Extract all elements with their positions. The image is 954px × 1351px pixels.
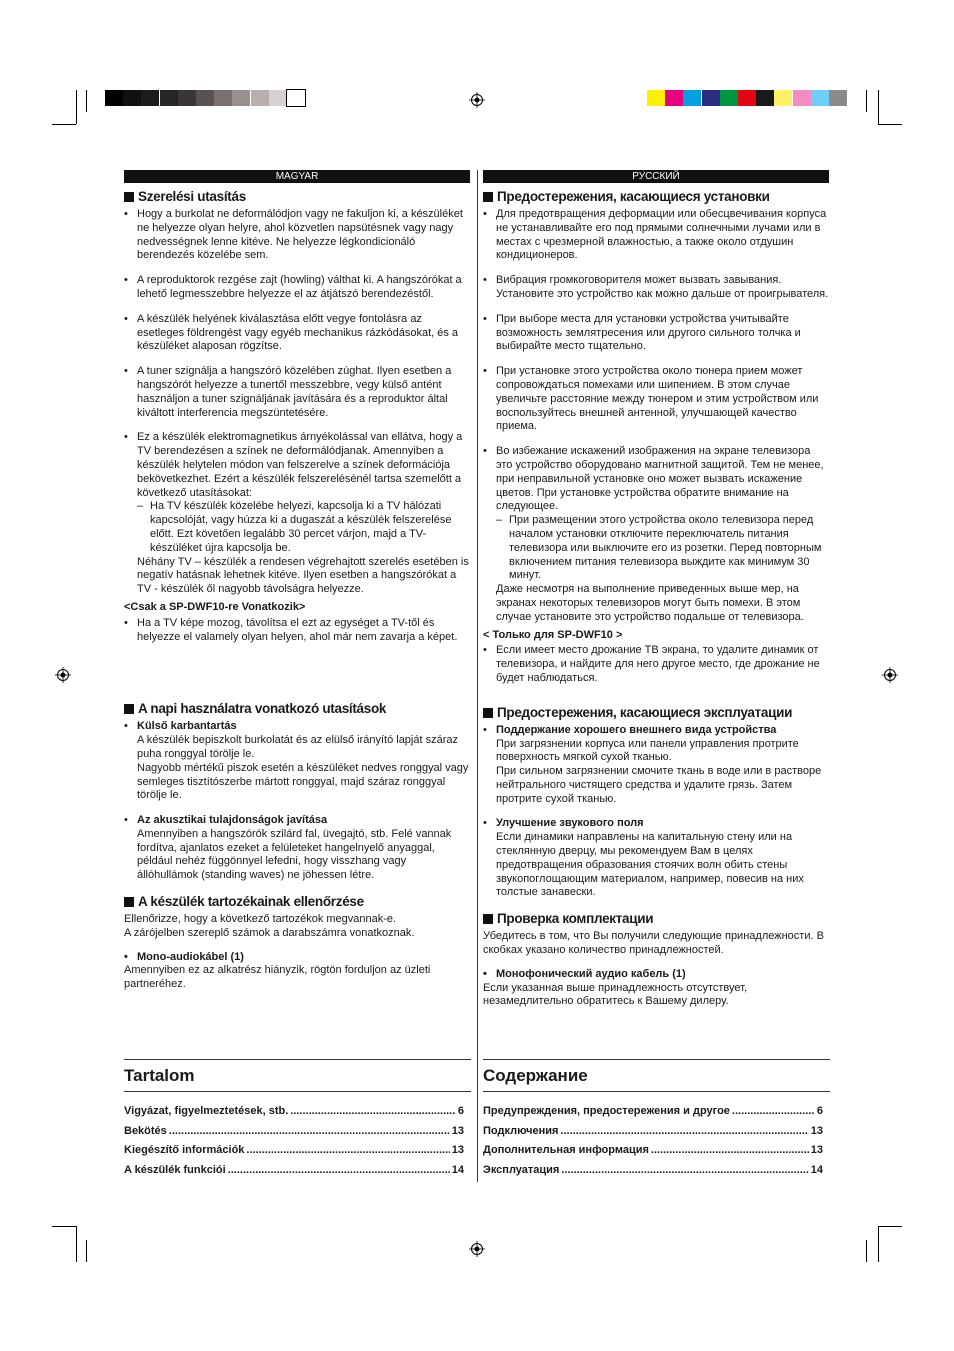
color-swatch xyxy=(829,90,847,106)
language-banner: РУССКИЙ xyxy=(483,170,829,183)
list-item: • Вибрация громкоговорителя может вызвать завывания. Установите это устройство как можно дальше от проигрывателя. xyxy=(483,274,829,302)
color-swatch xyxy=(720,90,738,106)
color-swatch xyxy=(232,90,250,106)
list-item: • Ha a TV képe mozog, távolítsa el ezt az egységet a TV-től és helyezze el valamely olyan helyen, ahol már nem zavarja a képet. xyxy=(124,617,470,645)
color-swatch xyxy=(196,90,214,106)
color-swatch xyxy=(811,90,829,106)
russian-column: РУССКИЙ Предостережения, касающиеся установки • Для предотвращения деформации или обесцвечивания корпуса не устанавливайте его под прямыми солнечными лучами или в местах с чрезмерной влажностью, а также около отдушин кондиционеров. • Вибрация громкоговорителя может вызвать завывания. Установите это устройство как можно дальше от проигрывателя. • При выборе места для установки устройства учитывайте возможность землятресения или другого сильного толчка и выбирайте место тщательно. • При установке этого устройства около тюнера прием может сопровождаться помехами или шипением. В этом случае увеличьте расстояние между тюнером и этим устройством или воспользуйтесь внешней антенной, улучшающей качество приема. • Во избежание искажений изображения на экране телевизора это устройство оборудовано магнитной защитой. Тем не менее, при неправильной установке оно может вызвать искажение цветов. При установке устройства обратите внимание на следующее. – При размещении этого устройства около телевизора перед началом установки отключите переключатель питания телевизора или выключите его из розетки. Перед повторным включением питания телевизора выждите как минимум 30 минут. Даже несмотря на выполнение приведенных выше мер, на экранах некоторых телевизоров могут быть помехи. В этом случае установите это устройство подальше от телевизора. < Только для SP-DWF10 > • Если имеет место дрожание ТВ экрана, то удалите динамик от телевизора, и найдите для него другое место, где дрожание не будет наблюдаться. Предостережения, касающиеся эксплуатации • Поддержание хорошего внешнего вида устройства При загрязнении корпуса или панели управления протрите поверхность мягкой сухой тканью. При сильном загрязнении смочите ткань в воде или в растворе нейтрального чистящего средства и удалите грязь. Затем протрите сухой тканью. • Улучшение звукового поля Если динамики направлены на капитальную стену или на стеклянную дверцу, мы рекомендуем Вам в целях предотвращения образования стоячих волн обить стены звукопоглощающим материалом, например, повесив на них толстые занавески. Проверка комплектации Убедитесь в том, что Вы получили следующие принадлежности. В скобках указано количество принадлежностей. • Монофонический аудио кабель (1) Если указанная выше принадлежность отсутствует, незамедлительно обратитесь к Вашему дилеру. xyxy=(483,170,829,1009)
section-heading: Проверка комплектации xyxy=(483,911,829,927)
crop-mark xyxy=(878,124,902,125)
square-bullet-icon xyxy=(483,192,493,202)
toc-row[interactable]: Предупреждения, предостережения и другое ..... 6 xyxy=(483,1102,823,1122)
section-heading: Предостережения, касающиеся эксплуатации xyxy=(483,705,829,721)
crop-mark xyxy=(76,90,77,124)
crop-mark xyxy=(52,124,76,125)
section-heading: Предостережения, касающиеся установки xyxy=(483,189,829,205)
toc-row[interactable]: Vigyázat, figyelmeztetések, stb. ..... 6 xyxy=(124,1102,464,1122)
color-swatch xyxy=(702,90,720,106)
crop-mark xyxy=(878,1226,879,1262)
toc-title: Tartalom xyxy=(124,1066,195,1085)
color-swatch xyxy=(756,90,774,106)
crop-mark xyxy=(866,1240,867,1262)
toc-row[interactable]: Эксплуатация ..... 14 xyxy=(483,1161,823,1181)
list-item: • Во избежание искажений изображения на экране телевизора это устройство оборудовано магнитной защитой. Тем не менее, при неправильной установке оно может вызвать искажение цветов. При установке устройства обратите внимание на следующее. – При размещении этого устройства около телевизора перед началом установки отключите переключатель питания телевизора или выключите его из розетки. Перед повторным включением питания телевизора выждите как минимум 30 минут. Даже несмотря на выполнение приведенных выше мер, на экранах некоторых телевизоров могут быть помехи. В этом случае установите это устройство подальше от телевизора. xyxy=(483,445,829,624)
dash-item: – При размещении этого устройства около телевизора перед началом установки отключите переключатель питания телевизора или выключите его из розетки. Перед повторным включением питания телевизора выждите как минимум 30 минут. xyxy=(483,514,829,583)
list-item: • Külső karbantartás A készülék bepiszkolt burkolatát és az elülső irányító lapját száraz puha ronggyal törölje le. Nagyobb mértékű piszok esetén a készüléket nedves ronggyal vagy semleges tisztítószerbe mártott ronggyal, majd száraz ronggyal törölje le. xyxy=(124,720,470,803)
list-item: • Ez a készülék elektromagnetikus árnyékolással van ellátva, hogy a TV berendezésen a színek ne deformálódjanak. Amennyiben a készülék helytelen módon van felszerelve a színek deformációja bekövetkezhet. Ezért a készülék felszerelésénél tartsa szemelőtt a következő utasításokat: – Ha TV készülék közelébe helyezi, kapcsolja ki a TV hálózati kapcsolóját, vagy húzza ki a dugaszát a készülék felszerelése előtt. Ezt követően legalább 30 percet várjon, majd a TV- készüléket újra kapcsolja be. Néhány TV – készülék a rendesen végrehajtott szerelés esetében is negatív hatásnak lehetnek kitéve. Ilyen esetben a hangszórókat a TV - készülék ől nagyobb távolságra helyezze. xyxy=(124,431,470,597)
crop-mark xyxy=(866,90,867,112)
color-swatch xyxy=(214,90,232,106)
color-swatch xyxy=(793,90,811,106)
crop-mark xyxy=(878,90,879,124)
model-note-heading: <Csak a SP-DWF10-re Vonatkozik> xyxy=(124,600,306,613)
square-bullet-icon xyxy=(124,192,134,202)
language-banner: MAGYAR xyxy=(124,170,470,183)
toc-row[interactable]: A készülék funkciói ..... 14 xyxy=(124,1161,464,1181)
install-list xyxy=(124,208,470,597)
color-swatch xyxy=(251,90,269,106)
color-swatch xyxy=(287,90,305,106)
registration-mark-icon xyxy=(882,667,898,683)
column-divider xyxy=(477,170,478,1182)
list-item: • A reproduktorok rezgése zajt (howling) válthat ki. A hangszórókat a lehető legmesszebbre helyezze el az átjátszó berendezéstől. xyxy=(124,274,470,302)
crop-mark xyxy=(86,1240,87,1262)
list-item: • Улучшение звукового поля Если динамики направлены на капитальную стену или на стеклянную дверцу, мы рекомендуем Вам в целях предотвращения образования стоячих волн обить стены звукопоглощающим материалом, например, повесив на них толстые занавески. xyxy=(483,817,829,900)
registration-mark-icon xyxy=(469,1241,485,1257)
color-swatch xyxy=(683,90,701,106)
toc-title: Содержание xyxy=(483,1066,588,1085)
toc-russian xyxy=(483,1059,830,1180)
color-swatch xyxy=(738,90,756,106)
crop-mark xyxy=(878,1226,902,1227)
list-item: • При установке этого устройства около тюнера прием может сопровождаться помехами или шипением. В этом случае увеличьте расстояние между тюнером и этим устройством или воспользуйтесь внешней антенной, улучшающей качество приема. xyxy=(483,365,829,434)
crop-mark xyxy=(86,90,87,112)
color-swatch xyxy=(105,90,123,106)
square-bullet-icon xyxy=(483,708,493,718)
square-bullet-icon xyxy=(483,914,493,924)
list-item: • Поддержание хорошего внешнего вида устройства При загрязнении корпуса или панели управления протрите поверхность мягкой сухой тканью. При сильном загрязнении смочите ткань в воде или в растворе нейтрального чистящего средства и удалите грязь. Затем протрите сухой тканью. xyxy=(483,724,829,807)
list-item: • A készülék helyének kiválasztása előtt vegye fontolásra az esetleges földrengést vagy egyéb mechanikus rázkódásokat, és a készüléket alaposan rögzítse. xyxy=(124,313,470,354)
color-swatch xyxy=(178,90,196,106)
registration-mark-icon xyxy=(469,92,485,108)
crop-mark xyxy=(52,1226,76,1227)
section-heading: A készülék tartozékainak ellenőrzése xyxy=(124,894,470,910)
toc-hungarian xyxy=(124,1059,471,1180)
color-swatch xyxy=(774,90,792,106)
color-swatch xyxy=(647,90,665,106)
list-item: • Монофонический аудио кабель (1) xyxy=(483,968,829,982)
registration-mark-icon xyxy=(55,667,71,683)
hungarian-column: MAGYAR Szerelési utasítás • Hogy a burkolat ne deformálódjon vagy ne fakuljon ki, a készüléket ne helyezze olyan helyre, ahol közvetlen napsütésnek vagy nagy nedvességnek lenne kitéve. Ne helyezze légkondicionáló berendezés közelébe sem. • A reproduktorok rezgése zajt (howling) válthat ki. A hangszórókat a lehető legmesszebbre helyezze el az átjátszó berendezéstől. • A készülék helyének kiválasztása előtt vegye fontolásra az esetleges földrengést vagy egyéb mechanikus rázkódásokat, és a készüléket alaposan rögzítse. • A tuner szignálja a hangszóró közelében zúghat. Ilyen esetben a hangszórót helyezze a tunertől messzebbre, vegy külső antént használjon a tuner szignáljának javítására és a reproduktor által kiváltott interferencia megszüntetésére. • Ez a készülék elektromagnetikus árnyékolással van ellátva, hogy a TV berendezésen a színek ne deformálódjanak. Amennyiben a készülék helytelen módon van felszerelve a színek deformációja bekövetkezhet. Ezért a készülék felszerelésénél tartsa szemelőtt a következő utasításokat: – Ha TV készülék közelébe helyezi, kapcsolja ki a TV hálózati kapcsolóját, vagy húzza ki a dugaszát a készülék felszerelése előtt. Ezt követően legalább 30 percet várjon, majd a TV- készüléket újra kapcsolja be. Néhány TV – készülék a rendesen végrehajtott szerelés esetében is negatív hatásnak lehetnek kitéve. Ilyen esetben a hangszórókat a TV - készülék ől nagyobb távolságra helyezze. <Csak a SP-DWF10-re Vonatkozik> • Ha a TV képe mozog, távolítsa el ezt az egységet a TV-től és helyezze el valamely olyan helyen, ahol már nem zavarja a képet. A napi használatra vonatkozó utasítások • Külső karbantartás A készülék bepiszkolt burkolatát és az elülső irányító lapját száraz puha ronggyal törölje le. Nagyobb mértékű piszok esetén a készüléket nedves ronggyal vagy semleges tisztítószerbe mártott ronggyal, majd száraz ronggyal törölje le. • Az akusztikai tulajdonságok javítása Amennyiben a hangszórók szilárd fal, üvegajtó, stb. Felé vannak fordítva, ajanlatos ezeket a felületeket hangelnyelő anyaggal, például nehéz függönnyel lefedni, hogy visszhang vagy állóhullámok (standing waves) ne jöhessen létre. A készülék tartozékainak ellenőrzése Ellenőrizze, hogy a következő tartozékok megvannak-e. A zárójelben szereplő számok a darabszámra vonatkoznak. • Mono-audiokábel (1) Amennyiben ez az alkatrész hiányzik, rögtön forduljon az üzleti partneréhez. xyxy=(124,170,470,992)
toc-row[interactable]: Подключения ..... 13 xyxy=(483,1122,823,1142)
list-item: • A tuner szignálja a hangszóró közelében zúghat. Ilyen esetben a hangszórót helyezze a tunertől messzebbre, vegy külső antént használjon a tuner szignáljának javítására és a reproduktor által kiváltott interferencia megszüntetésére. xyxy=(124,365,470,420)
color-swatch xyxy=(123,90,141,106)
color-swatch xyxy=(141,90,159,106)
dash-item: – Ha TV készülék közelébe helyezi, kapcsolja ki a TV hálózati kapcsolóját, vagy húzza ki a dugaszát a készülék felszerelése előtt. Ezt követően legalább 30 percet várjon, majd a TV- készüléket újra kapcsolja be. xyxy=(124,500,470,555)
crop-mark xyxy=(76,1226,77,1262)
section-heading: Szerelési utasítás xyxy=(124,189,470,205)
list-item: • Если имеет место дрожание ТВ экрана, то удалите динамик от телевизора, и найдите для него другое место, где дрожание не будет наблюдаться. xyxy=(483,644,829,685)
list-item: • Hogy a burkolat ne deformálódjon vagy ne fakuljon ki, a készüléket ne helyezze olyan helyre, ahol közvetlen napsütésnek vagy nagy nedvességnek lenne kitéve. Ne helyezze légkondicionáló berendezés közelébe sem. xyxy=(124,208,470,263)
toc-row[interactable]: Kiegészítő információk ..... 13 xyxy=(124,1141,464,1161)
section-heading: A napi használatra vonatkozó utasítások xyxy=(124,701,470,717)
square-bullet-icon xyxy=(124,704,134,714)
list-item: • Az akusztikai tulajdonságok javítása Amennyiben a hangszórók szilárd fal, üvegajtó, stb. Felé vannak fordítva, ajanlatos ezeket a felületeket hangelnyelő anyaggal, például nehéz függönnyel lefedni, hogy visszhang vagy állóhullámok (standing waves) ne jöhessen létre. xyxy=(124,814,470,883)
list-item: • При выборе места для установки устройства учитывайте возможность землятресения или другого сильного толчка и выбирайте место тщательно. xyxy=(483,313,829,354)
list-item: • Для предотвращения деформации или обесцвечивания корпуса не устанавливайте его под прямыми солнечными лучами или в местах с чрезмерной влажностью, а также около отдушин кондиционеров. xyxy=(483,208,829,263)
color-swatch xyxy=(665,90,683,106)
color-swatch xyxy=(160,90,178,106)
toc-row[interactable]: Bekötés ..... 13 xyxy=(124,1122,464,1142)
toc-row[interactable]: Дополнительная информация ..... 13 xyxy=(483,1141,823,1161)
model-note-heading: < Только для SP-DWF10 > xyxy=(483,628,623,641)
color-swatch xyxy=(269,90,287,106)
list-item: • Mono-audiokábel (1) xyxy=(124,951,470,965)
square-bullet-icon xyxy=(124,897,134,907)
